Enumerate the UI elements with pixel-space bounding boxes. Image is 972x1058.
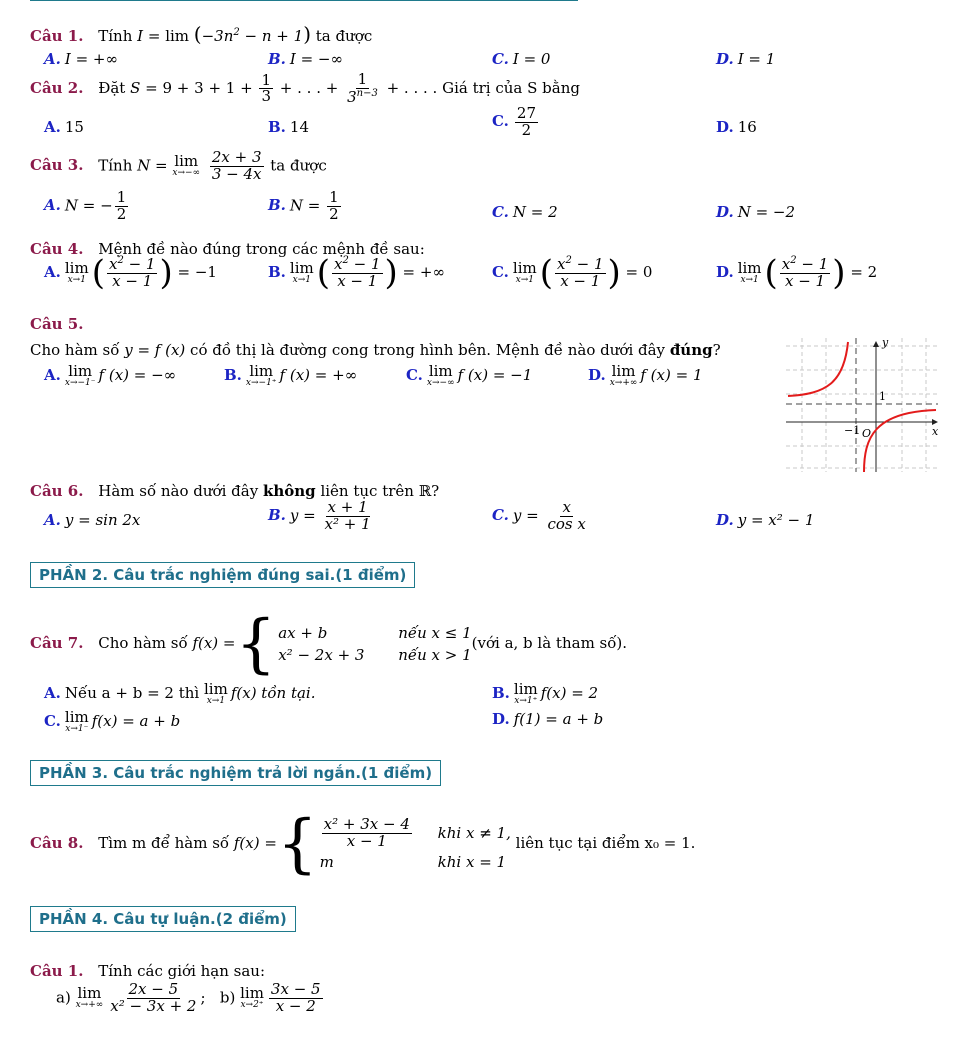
graph-x-label: x [932,425,939,438]
q5-label: Câu 5. [30,315,84,333]
graph-origin-label: O [862,427,872,440]
q2-option-b[interactable]: B. 14 [268,118,309,136]
q2-text: Đặt [98,78,126,97]
essay-question-1: Câu 1. Tính các giới hạn sau: [30,962,266,980]
q5-option-c[interactable]: C. lim x→−∞ f (x) = −1 [406,362,533,388]
q1-label: Câu 1. [30,27,84,45]
q4-option-d[interactable]: D. lim x→1 ( $\frac{x^2 - 1}{x - 1}$ ) = 2 [716,253,878,293]
q2-option-a[interactable]: A. 15 [44,118,84,136]
q1-option-a[interactable]: A. I = +∞ [44,50,118,68]
question-6: Câu 6. Hàm số nào dưới đây không liên tục trên ℝ? [30,482,440,500]
part-4-heading: PHẦN 4. Câu tự luận.(2 điểm) [30,906,296,932]
q6-option-c[interactable]: C. y = $\frac{x}{\text{cos x}}$ [492,498,586,533]
q5-option-b[interactable]: B. lim x→−1⁺ f (x) = +∞ [224,362,358,388]
question-2: Câu 2. Đặt S = 9 + 3 + 1 + $\frac{1}{3}$ + . . . + $\frac{1}{3^{n-3}}$ + . . . . Giá trị của S bằng [30,70,580,106]
q4-text: Mệnh đề nào đúng trong các mệnh đề sau: [98,240,425,258]
essay-1-part-a: a) lim x→+∞ $\frac{2x - 5}{\text{x² − 3x + 2}}$ ; b) lim x→2⁺ $\frac{3x - 5}{x - 2}$ [56,980,321,1015]
graph-left-branch [788,342,848,396]
q3-label: Câu 3. [30,156,84,175]
question-1: Câu 1. Tính $I = \lim (-3n^2 - n + 1)$ ta được [30,22,373,46]
q7-option-b[interactable]: B. lim x→1⁺ f(x) = 2 [492,680,599,706]
q6-option-d[interactable]: D. y = x² − 1 [716,511,815,529]
q3-text: Tính [98,156,133,175]
q5-text: Cho hàm số y = f (x) có đồ thị là đường cong trong hình bên. Mệnh đề nào dưới đây đúng? [30,341,721,359]
q7-option-d[interactable]: D. f(1) = a + b [492,710,604,728]
q4-option-a[interactable]: A. lim x→1 ( $\frac{x^2 - 1}{x - 1}$ ) = −1 [44,253,217,293]
q5-function-graph [786,338,940,472]
question-5 [30,315,93,333]
q3-option-a[interactable]: A. N = − $\frac{1}{2}$ [44,188,127,223]
question-7: Câu 7. Cho hàm số f(x) ={ ax + b nếu x ≤ 1 x² − 2x + 3 nếu x > 1 (với a, b là tham số). [30,607,628,681]
q2-label: Câu 2. [30,78,84,97]
q7-label: Câu 7. [30,634,84,652]
q7-option-a[interactable]: A. Nếu a + b = 2 thì lim x→1 f(x) tồn tại. [44,680,316,706]
q6-option-a[interactable]: A. y = sin 2x [44,511,141,529]
q3-option-b[interactable]: B. N = $\frac{1}{2}$ [268,188,339,223]
q1-option-b[interactable]: B. I = −∞ [268,50,343,68]
q3-option-c[interactable]: C. N = 2 [492,203,558,221]
q1-option-d[interactable]: D. I = 1 [716,50,776,68]
e1-label: Câu 1. [30,962,84,980]
q4-label: Câu 4. [30,240,84,258]
q2-tail: Giá trị của S bằng [442,78,580,97]
q5-option-a[interactable]: A. lim x→−1⁻ f (x) = −∞ [44,362,177,388]
q2-option-d[interactable]: D. 16 [716,118,757,136]
q5-option-d[interactable]: D. lim x→+∞ f (x) = 1 [588,362,703,388]
part-3-heading: PHẦN 3. Câu trắc nghiệm trả lời ngắn.(1 điểm) [30,760,441,786]
q3-option-d[interactable]: D. N = −2 [716,203,796,221]
graph-neg-one-label: −1 [844,424,861,437]
q7-option-c[interactable]: C. lim x→1⁻ f(x) = a + b [44,708,181,734]
q2-option-c[interactable]: C. $\frac{27}{2}$ [492,104,536,139]
q4-option-b[interactable]: B. lim x→1 ( $\frac{x^2 - 1}{x - 1}$ ) = +∞ [268,253,445,293]
q1-text: Tính [98,27,133,45]
q6-label: Câu 6. [30,482,84,500]
graph-y-label: y [882,338,889,349]
part-2-heading: PHẦN 2. Câu trắc nghiệm đúng sai.(1 điểm) [30,562,415,588]
q1-tail: ta được [315,27,373,45]
q8-label: Câu 8. [30,834,84,852]
q3-tail: ta được [270,156,327,175]
graph-grid [786,338,940,472]
y-axis-arrow [873,341,879,347]
question-8: Câu 8. Tìm m để hàm số f(x) ={ $\frac{\text{x² + 3x − 4}}{x - 1}$ khi x ≠ 1, m khi x = 1 liên tục tại điểm x₀ = 1. [30,807,696,881]
graph-one-label: 1 [879,390,886,403]
q6-option-b[interactable]: B. y = $\frac{x + 1}{\text{x² + 1}}$ [268,498,371,533]
q1-option-c[interactable]: C. I = 0 [492,50,551,68]
top-rule [30,0,578,1]
q4-option-c[interactable]: C. lim x→1 ( $\frac{x^2 - 1}{x - 1}$ ) = 0 [492,253,653,293]
question-3: Câu 3. Tính N = lim x→−∞ $\frac{2x + 3}{3 - 4x}$ ta được [30,148,327,183]
graph-right-branch [864,410,936,472]
